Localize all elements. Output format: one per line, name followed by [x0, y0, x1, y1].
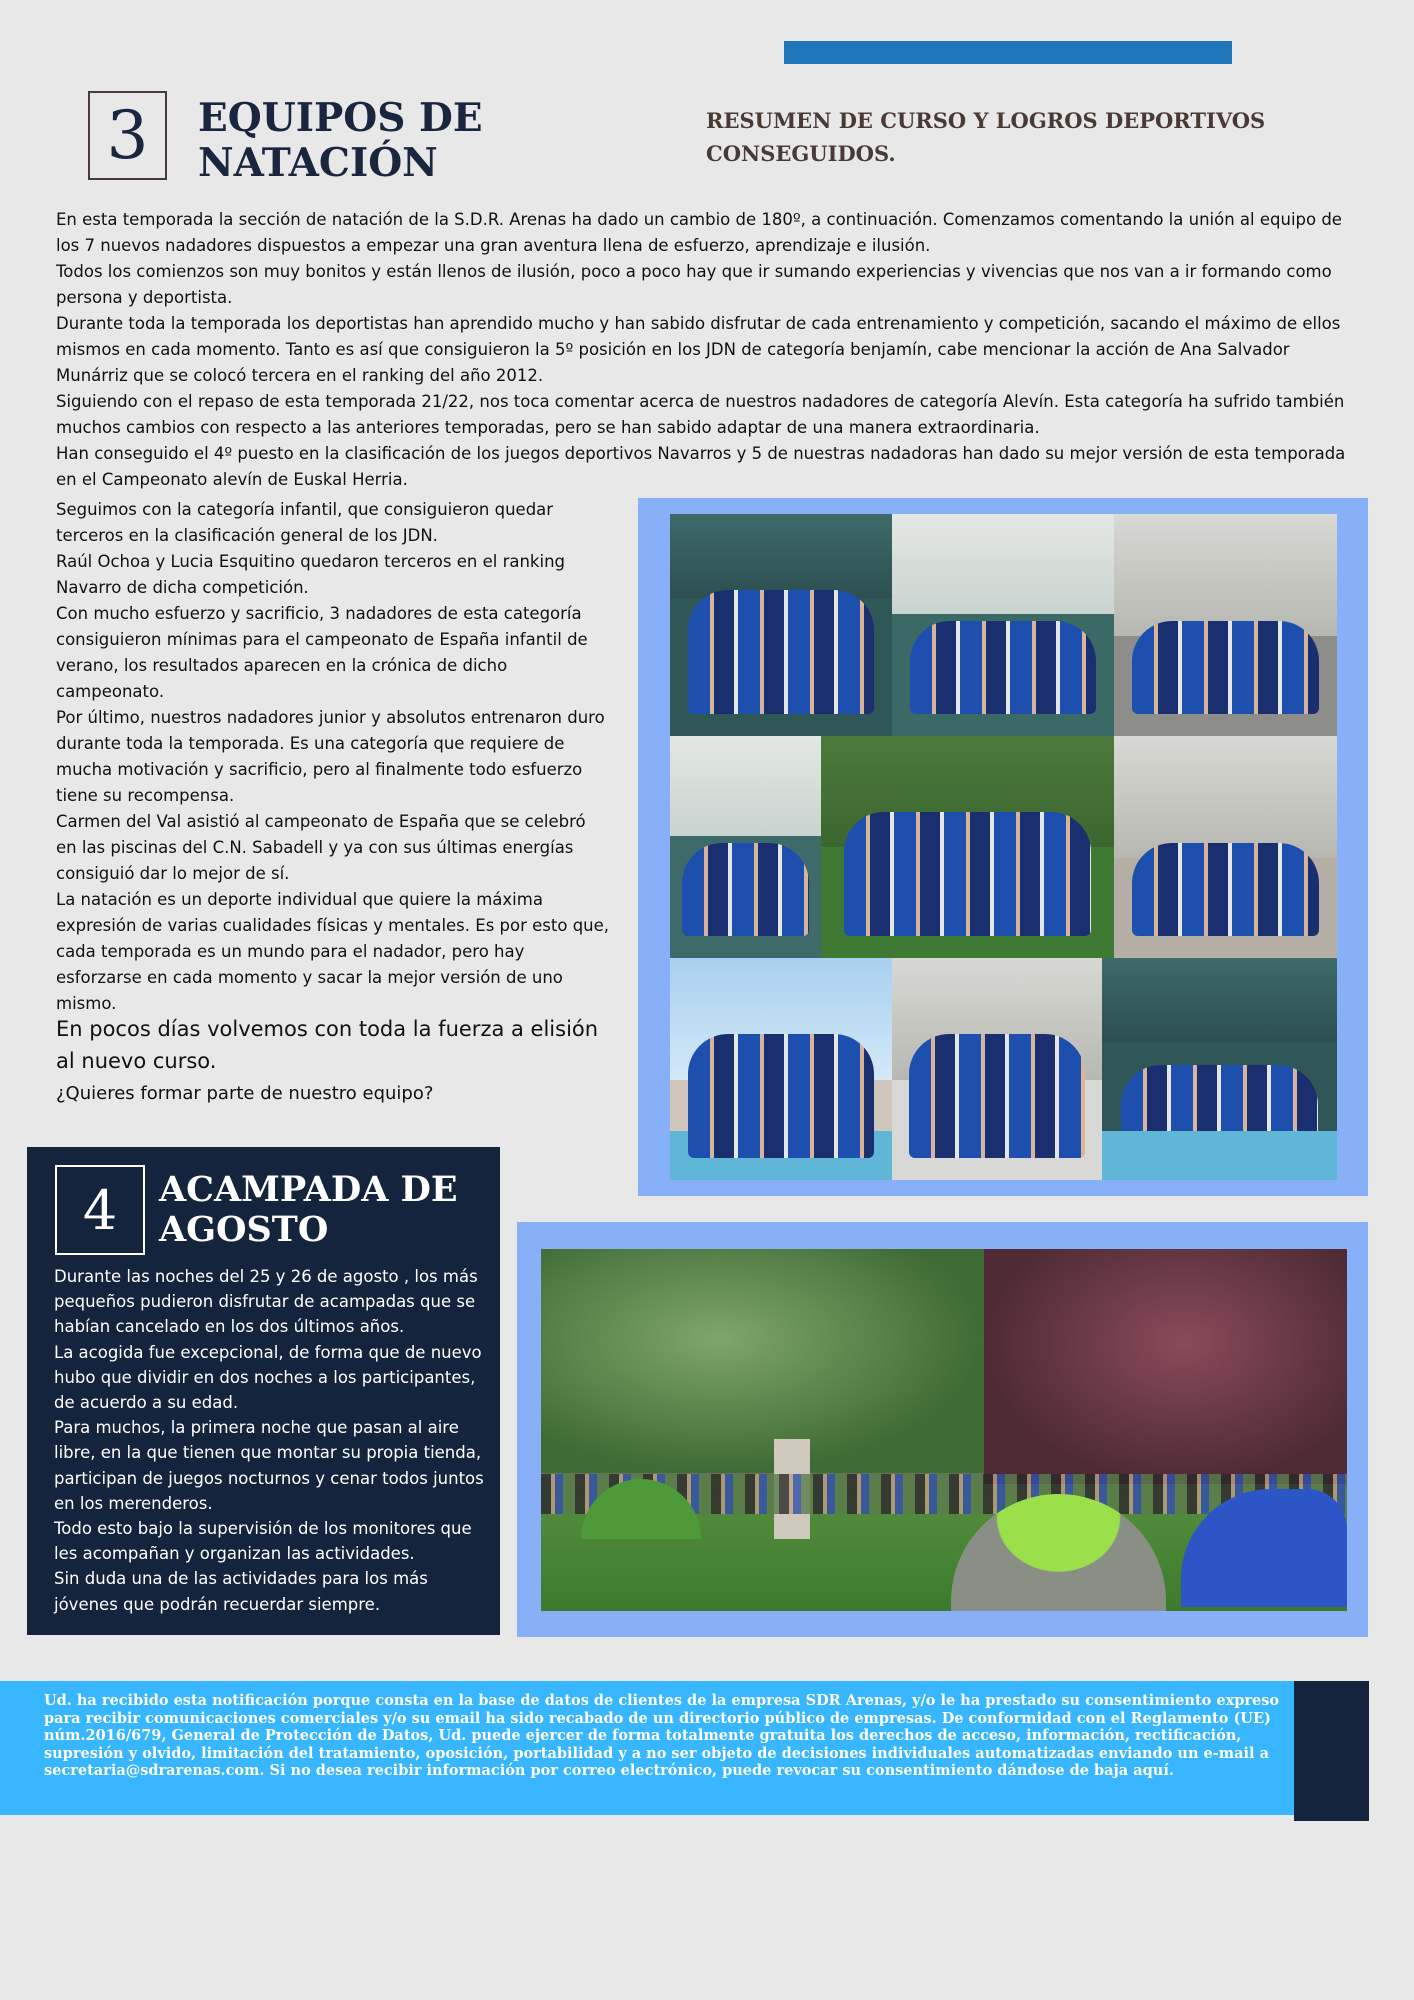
section-4-text: [54, 1264, 494, 1617]
closing-statement: En pocos días volvemos con toda la fuerza a elisión al nuevo curso.: [56, 1017, 599, 1073]
section-3-number: 3: [88, 91, 167, 180]
section-3-closing: [56, 1013, 616, 1109]
photo-backdrop: [1102, 958, 1337, 1042]
paragraph: La natación es un deporte individual que quiere la máxima expresión de varias cualidades físicas y mentales. Es por esto que, cada temporada es un mundo para el nadador, pero hay esforzarse en cada momento y sacar la mejor versión de uno mismo.: [56, 890, 610, 1013]
section-3-subtitle: RESUMEN DE CURSO Y LOGROS DEPORTIVOS CONSEGUIDOS.: [706, 108, 1266, 166]
top-accent-bar: [784, 41, 1232, 64]
paragraph: Siguiendo con el repaso de esta temporada 21/22, nos toca comentar acerca de nuestros nadadores de categoría Alevín. Esta categoría ha sufrido también muchos cambios con respecto a las anteriores temporadas, pero se han sabido adaptar de una manera extraordinaria.: [56, 392, 1345, 437]
photo-diplomas: [670, 736, 821, 958]
photo-people: [1132, 621, 1319, 714]
photo-people: [688, 590, 875, 714]
section-3-title: EQUIPOS DE NATACIÓN: [198, 95, 483, 186]
paragraph: La acogida fue excepcional, de forma que de nuevo hubo que dividir en dos noches a los participantes, de acuerdo a su edad.: [54, 1342, 482, 1413]
photo-poolside-swimmers: [670, 958, 892, 1180]
photo-people: [844, 812, 1090, 936]
photo-team-group-2: [1114, 514, 1337, 736]
paragraph: Todo esto bajo la supervisión de los monitores que les acompañan y organizan las actividades.: [54, 1519, 472, 1564]
section-3-intro-text: [56, 207, 1346, 493]
photo-people: [910, 621, 1097, 714]
paragraph: Seguimos con la categoría infantil, que consiguieron quedar terceros en la clasificación general de los JDN.: [56, 500, 554, 545]
paragraph: Todos los comienzos son muy bonitos y están llenos de ilusión, poco a poco hay que ir sumando experiencias y vivencias que nos van a ir formando como persona y deportista.: [56, 262, 1332, 307]
paragraph: Han conseguido el 4º puesto en la clasificación de los juegos deportivos Navarros y 5 de nuestras nadadoras han dado su mejor versión de esta temporada en el Campeonato alevín de Euskal Herria.: [56, 444, 1346, 489]
paragraph: Por último, nuestros nadadores junior y absolutos entrenaron duro durante toda la temporada. Es una categoría que requiere de mucha motivación y sacrificio, pero al finalmente todo esfuerzo tiene su recompensa.: [56, 708, 605, 805]
footer-dark-block: [1294, 1681, 1369, 1821]
photo-people: [1132, 843, 1319, 936]
photo-podium-ceremony: [1102, 958, 1337, 1180]
paragraph: Durante las noches del 25 y 26 de agosto , los más pequeños pudieron disfrutar de acampadas que se habían cancelado en los dos últimos años.: [54, 1267, 478, 1337]
camping-photo: [541, 1249, 1347, 1611]
closing-question: ¿Quieres formar parte de nuestro equipo?: [56, 1083, 434, 1104]
photo-backdrop: [670, 736, 821, 836]
photo-willow-tree: [541, 1249, 984, 1473]
photo-people: [688, 1034, 875, 1158]
photo-backdrop: [1114, 514, 1337, 636]
paragraph: Carmen del Val asistió al campeonato de España que se celebró en las piscinas del C.N. Sabadell y ya con sus últimas energías consiguió dar lo mejor de sí.: [56, 812, 586, 883]
paragraph: En esta temporada la sección de natación de la S.D.R. Arenas ha dado un cambio de 180º, a continuación. Comenzamos comentando la unión al equipo de los 7 nuevos nadadores dispuestos a empezar una gran aventura llena de esfuerzo, aprendizaje e ilusión.: [56, 210, 1342, 255]
photo-red-tree: [984, 1249, 1347, 1484]
photo-team-group-3: [892, 958, 1102, 1180]
photo-podium-medalists: [670, 514, 892, 736]
paragraph: Con mucho esfuerzo y sacrificio, 3 nadadores de esta categoría consiguieron mínimas para el campeonato de España infantil de verano, los resultados aparecen en la crónica de dicho campeonato.: [56, 604, 588, 701]
paragraph: Raúl Ochoa y Lucia Esquitino quedaron terceros en el ranking Navarro de dicha competición.: [56, 552, 566, 597]
photo-backdrop: [670, 514, 892, 598]
paragraph: Sin duda una de las actividades para los más jóvenes que podrán recuerdar siempre.: [54, 1569, 428, 1614]
photo-backdrop: [1114, 736, 1337, 858]
privacy-notice: Ud. ha recibido esta notificación porque consta en la base de datos de clientes de la empresa SDR Arenas, y/o le ha prestado su consentimiento expreso para recibir comunicaciones comerciales y/o su email ha sido recabado de un directorio público de empresas. De conformidad con el Reglamento (UE) núm.2016/679, General de Protección de Datos, Ud. puede ejercer de forma totalmente gratuita los derechos de acceso, información, rectificación, supresión y olvido, limitación del tratamiento, oposición, portabilidad y a no ser objeto de decisiones individuales automatizadas enviando un e-mail a secretaria@sdrarenas.com. Si no desea recibir información por correo electrónico, puede revocar su consentimiento dándose de baja aquí.: [44, 1692, 1280, 1779]
section-4-number: 4: [55, 1165, 145, 1255]
paragraph: Durante toda la temporada los deportistas han aprendido mucho y han sabido disfrutar de cada entrenamiento y competición, sacando el máximo de ellos mismos en cada momento. Tanto es así que consiguieron la 5º posición en los JDN de categoría benjamín, cabe mencionar la acción de Ana Salvador Munárriz que se colocó tercera en el ranking del año 2012.: [56, 314, 1341, 385]
photo-team-group-1: [892, 514, 1114, 736]
section-3-column-text: [56, 497, 611, 1017]
photo-people: [682, 843, 809, 936]
photo-people: [909, 1034, 1085, 1158]
swim-team-photo-collage: [670, 514, 1337, 1180]
photo-pool: [1102, 1131, 1337, 1180]
section-4-title: ACAMPADA DE AGOSTO: [159, 1169, 458, 1250]
photo-team-building: [1114, 736, 1337, 958]
photo-team-outdoor: [821, 736, 1114, 958]
paragraph: Para muchos, la primera noche que pasan al aire libre, en la que tienen que montar su propia tienda, participan de juegos nocturnos y cenar todos juntos en los merenderos.: [54, 1418, 484, 1513]
photo-backdrop: [892, 514, 1114, 614]
